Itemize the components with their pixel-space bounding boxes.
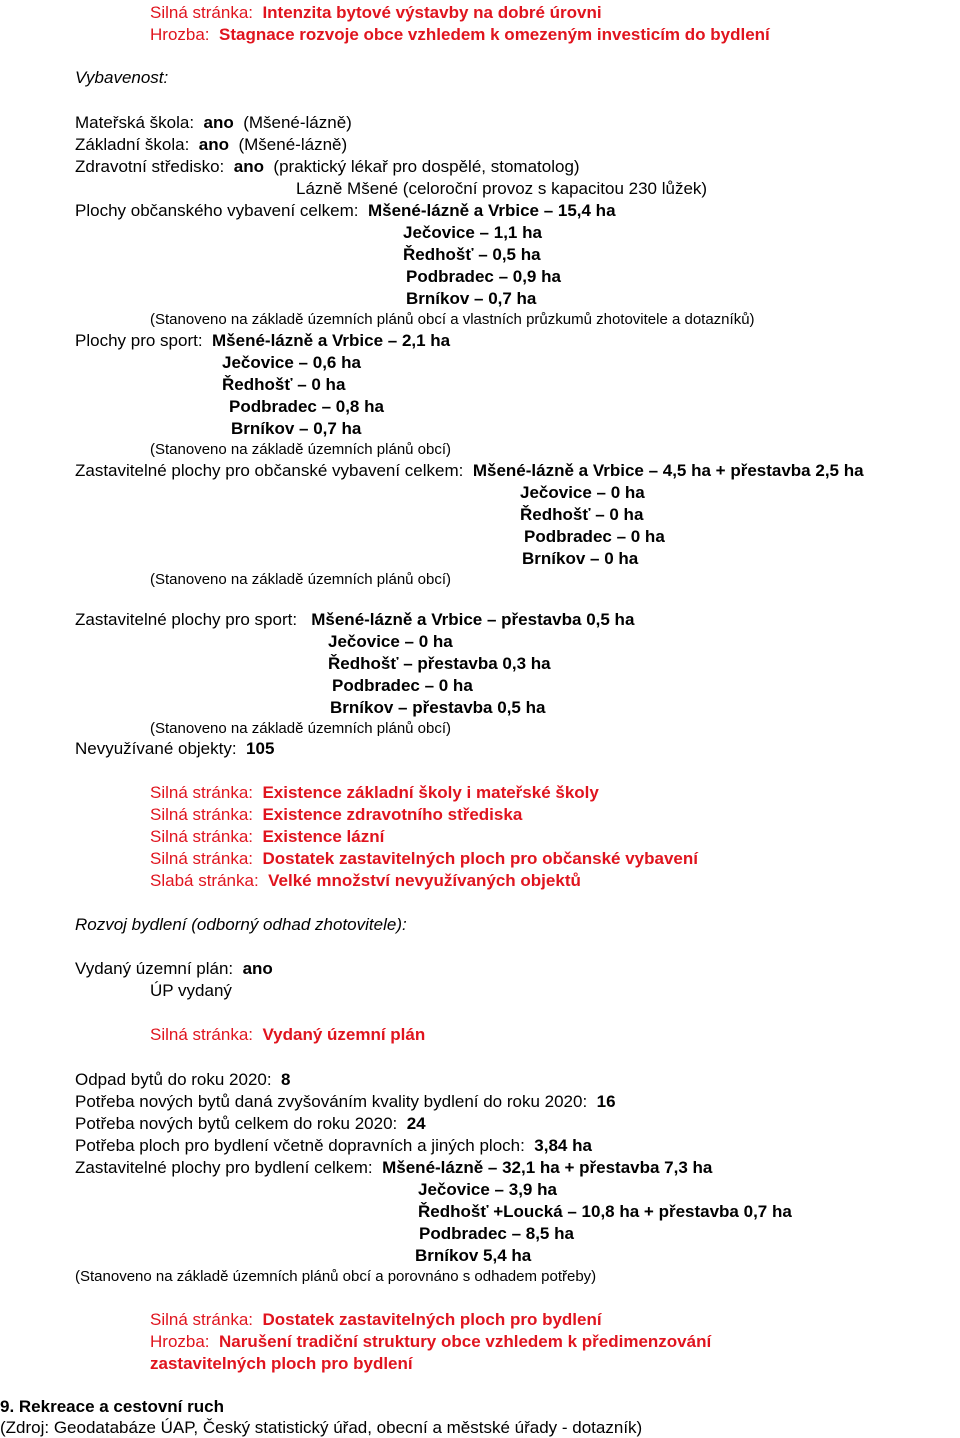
- housing-threat: Hrozba: Narušení tradiční struktury obce vzhledem k předimenzování: [150, 1332, 712, 1351]
- zastav-housing-line: Zastavitelné plochy pro bydlení celkem: Mšené-lázně – 32,1 ha + přestavba 7,3 ha: [75, 1158, 713, 1177]
- sport-podbradec: Podbradec – 0,8 ha: [229, 397, 384, 416]
- unused-objects-line: Nevyužívané objekty: 105: [75, 739, 275, 758]
- swot-line: Silná stránka: Dostatek zastavitelných ploch pro občanské vybavení: [150, 849, 698, 868]
- zastav-civic-redhost: Ředhošť – 0 ha: [520, 505, 644, 524]
- threat-line: Hrozba: Stagnace rozvoje obce vzhledem k omezeným investicím do bydlení: [150, 25, 770, 44]
- section-heading-vybavenost: Vybavenost:: [75, 68, 169, 87]
- zastav-sport-jecovice: Ječovice – 0 ha: [328, 632, 453, 651]
- zastav-sport-source: (Stanoveno na základě územních plánů obcí): [150, 720, 452, 737]
- swot-line: Silná stránka: Existence základní školy i mateřské školy: [150, 783, 599, 802]
- kindergarten-line: Mateřská škola: ano (Mšené-lázně): [75, 113, 352, 132]
- housing-redhost: Ředhošť +Loucká – 10,8 ha + přestavba 0,7 ha: [418, 1202, 792, 1221]
- land-plan-note: ÚP vydaný: [150, 981, 232, 1000]
- sport-jecovice: Ječovice – 0,6 ha: [222, 353, 361, 372]
- housing-podbradec: Podbradec – 8,5 ha: [419, 1224, 574, 1243]
- civic-redhost: Ředhošť – 0,5 ha: [403, 245, 541, 264]
- civic-jecovice: Ječovice – 1,1 ha: [403, 223, 542, 242]
- zastav-sport-redhost: Ředhošť – přestavba 0,3 ha: [328, 654, 551, 673]
- civic-brnikov: Brníkov – 0,7 ha: [406, 289, 537, 308]
- housing-source: (Stanoveno na základě územních plánů obcí a porovnáno s odhadem potřeby): [75, 1268, 597, 1285]
- civic-areas-line: Plochy občanského vybavení celkem: Mšené-lázně a Vrbice – 15,4 ha: [75, 201, 616, 220]
- need-area-line: Potřeba ploch pro bydlení včetně dopravních a jiných ploch: 3,84 ha: [75, 1136, 592, 1155]
- zastav-civic-podbradec: Podbradec – 0 ha: [524, 527, 665, 546]
- zastav-sport-line: Zastavitelné plochy pro sport: Mšené-lázně a Vrbice – přestavba 0,5 ha: [75, 610, 635, 629]
- land-plan-line: Vydaný územní plán: ano: [75, 959, 273, 978]
- strength-line: Silná stránka: Intenzita bytové výstavby na dobré úrovni: [150, 3, 602, 22]
- need-total-line: Potřeba nových bytů celkem do roku 2020: 24: [75, 1114, 426, 1133]
- swot-line: Silná stránka: Existence lázní: [150, 827, 385, 846]
- spa-line: Lázně Mšené (celoroční provoz s kapacitou 230 lůžek): [296, 179, 708, 198]
- land-plan-strength: Silná stránka: Vydaný územní plán: [150, 1025, 426, 1044]
- health-center-line: Zdravotní středisko: ano (praktický lékař pro dospělé, stomatolog): [75, 157, 580, 176]
- zastav-civic-line: Zastavitelné plochy pro občanské vybavení celkem: Mšené-lázně a Vrbice – 4,5 ha + přestavba 2,5 ha: [75, 461, 864, 480]
- sport-brnikov: Brníkov – 0,7 ha: [231, 419, 362, 438]
- housing-brnikov: Brníkov 5,4 ha: [415, 1246, 532, 1265]
- swot-line: Slabá stránka: Velké množství nevyužívaných objektů: [150, 871, 581, 890]
- civic-source: (Stanoveno na základě územních plánů obcí a vlastních průzkumů zhotovitele a dotazníků): [150, 311, 755, 328]
- dwelling-loss-line: Odpad bytů do roku 2020: 8: [75, 1070, 291, 1089]
- zastav-sport-brnikov: Brníkov – přestavba 0,5 ha: [330, 698, 546, 717]
- housing-strength: Silná stránka: Dostatek zastavitelných ploch pro bydlení: [150, 1310, 602, 1329]
- housing-threat-cont: zastavitelných ploch pro bydlení: [150, 1354, 413, 1373]
- zastav-sport-podbradec: Podbradec – 0 ha: [332, 676, 473, 695]
- zastav-civic-source: (Stanoveno na základě územních plánů obcí): [150, 571, 452, 588]
- section-heading-bydleni: Rozvoj bydlení (odborný odhad zhotovitele):: [75, 915, 407, 934]
- section-heading-9: 9. Rekreace a cestovní ruch: [0, 1397, 224, 1416]
- swot-line: Silná stránka: Existence zdravotního střediska: [150, 805, 523, 824]
- need-quality-line: Potřeba nových bytů daná zvyšováním kvality bydlení do roku 2020: 16: [75, 1092, 616, 1111]
- sport-areas-line: Plochy pro sport: Mšené-lázně a Vrbice – 2,1 ha: [75, 331, 451, 350]
- sport-source: (Stanoveno na základě územních plánů obcí): [150, 441, 452, 458]
- sport-redhost: Ředhošť – 0 ha: [222, 375, 346, 394]
- civic-podbradec: Podbradec – 0,9 ha: [406, 267, 561, 286]
- zastav-civic-brnikov: Brníkov – 0 ha: [522, 549, 639, 568]
- zastav-civic-jecovice: Ječovice – 0 ha: [520, 483, 645, 502]
- section-9-source: (Zdroj: Geodatabáze ÚAP, Český statistický úřad, obecní a městské úřady - dotazník): [0, 1418, 643, 1437]
- housing-jecovice: Ječovice – 3,9 ha: [418, 1180, 557, 1199]
- school-line: Základní škola: ano (Mšené-lázně): [75, 135, 348, 154]
